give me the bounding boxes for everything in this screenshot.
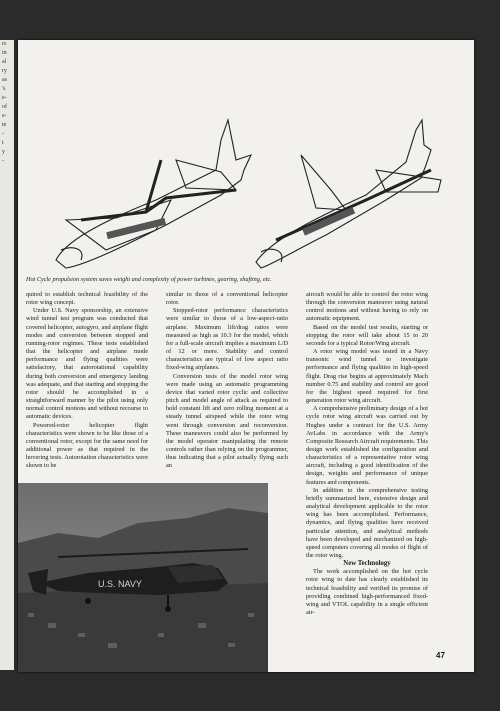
prev-fragment: as (2, 77, 7, 83)
text-column-2 (166, 291, 288, 470)
section-heading: New Technology (343, 560, 391, 568)
paragraph: The work accomplished on the hot cycle rotor wing to date has clearly established its technical feasibility and verified its promise of providing combined high-performanced fixed-wing and VTOL capability in a single efficient air- (306, 568, 428, 617)
prev-fragment: e- (2, 95, 7, 101)
prev-fragment: - (2, 158, 4, 164)
paragraph: similar to those of a conventional helicopter rotor. (166, 291, 288, 307)
figure-caption: Hot Cycle propulsion system saves weight and complexity of power turbines, gearing, shafting, etc. (26, 276, 272, 283)
page-number: 47 (436, 651, 445, 660)
prev-fragment: rs (2, 41, 7, 47)
previous-page-edge (0, 40, 14, 670)
paragraph: quired to establish technical feasibility of the rotor wing concept. (26, 291, 148, 307)
text-column-1 (26, 291, 148, 470)
prev-fragment: 's (2, 86, 6, 92)
prev-fragment: e- (2, 113, 7, 119)
paragraph: Based on the model test results, starting or stopping the rotor will take about 15 to 20 seconds for a typical Rotor/Wing aircraft. (306, 323, 428, 347)
text-column-3 (306, 291, 428, 617)
paragraph: aircraft would be able to control the rotor wing through the conversion maneuver using natural control motions and without having to rely on automatic equipment. (306, 291, 428, 323)
prev-fragment: ry (2, 68, 7, 74)
paragraph: In addition to the comprehensive testing briefly summarized here, extensive design and analytical development applicable to the rotor wing has been accomplished. Performance, dynamics, and flying qualities have received particular attention, and analytical methods have been developed and mechanized on high-speed computers covering all modes of flight of the rotor wing. (306, 486, 428, 559)
prev-fragment: - (2, 131, 4, 137)
paragraph: Under U.S. Navy sponsorship, an extensive wind tunnel test program was conducted that covered helicopter, autogyro, and airplane flight modes and conversion between stopped and running-rotor regimes. These tests established that the helicopter and airplane mode performance and flying qualities were satisfactory, that autorotational capability during both conversion and emergency landing was adequate, and that starting and stopping the rotor should be accomplished in a straightforward manner by the pilot using only normal control motions and without recourse to automatic devices. (26, 307, 148, 421)
hot-cycle-propulsion-drawing (46, 100, 446, 272)
prev-fragment: in (2, 50, 7, 56)
paragraph: Conversion tests of the model rotor wing were made using an automatic programming device that varied rotor cyclic and collective pitch and model angle of attack as required to hold constant lift and zero rolling moment at a steady tunnel airspeed while the rotor wing went through conversion and reconversion. These maneuvers could also be performed by the model operator manipulating the remote controls rather than relying on the programmer, thus indicating that a pilot actually flying such an (166, 372, 288, 470)
prev-fragment: t (2, 140, 4, 146)
magazine-page (18, 40, 474, 672)
paragraph: Stopped-rotor performance characteristics were similar to those of a low-aspect-ratio airplane. Maximum lift/drag ratios were measured as high as 10.3 for the model, which for a full-scale aircraft implies a maximum L/D of 12 or more. Stability and control characteristics are typical of low aspect ratio fixed-wing airplanes. (166, 307, 288, 372)
prev-fragment: of (2, 104, 7, 110)
prev-fragment: y (2, 149, 5, 155)
paragraph: A rotor wing model was tested in a Navy transonic wind tunnel to investigate performance and flying qualities in high-speed flight. Drag rise begins at approximately Mach number 0.75 and stability and control are good for the highest speed required for first generation rotor wing aircraft. (306, 348, 428, 405)
paragraph: A comprehensive preliminary design of a hot cycle rotor wing aircraft was carried out by Hughes under a contract for the U.S. Army AvLabs in accordance with the Army's Composite Research Aircraft requirements. This design work established the configuration and characteristics of a representative rotor wing aircraft, including a good identification of the design, weights and performance of unique features and components. (306, 405, 428, 486)
paragraph: Powered-rotor helicopter flight characteristics were shown to be like those of a conventional rotor, except for the same need for additional power as that required in the hovering tests. Autorotation characteristics were shown to be (26, 421, 148, 470)
tail-marking: U.S. NAVY (98, 579, 142, 589)
prev-fragment: al (2, 59, 7, 65)
helicopter-photo (18, 483, 268, 672)
prev-fragment: te (2, 122, 7, 128)
